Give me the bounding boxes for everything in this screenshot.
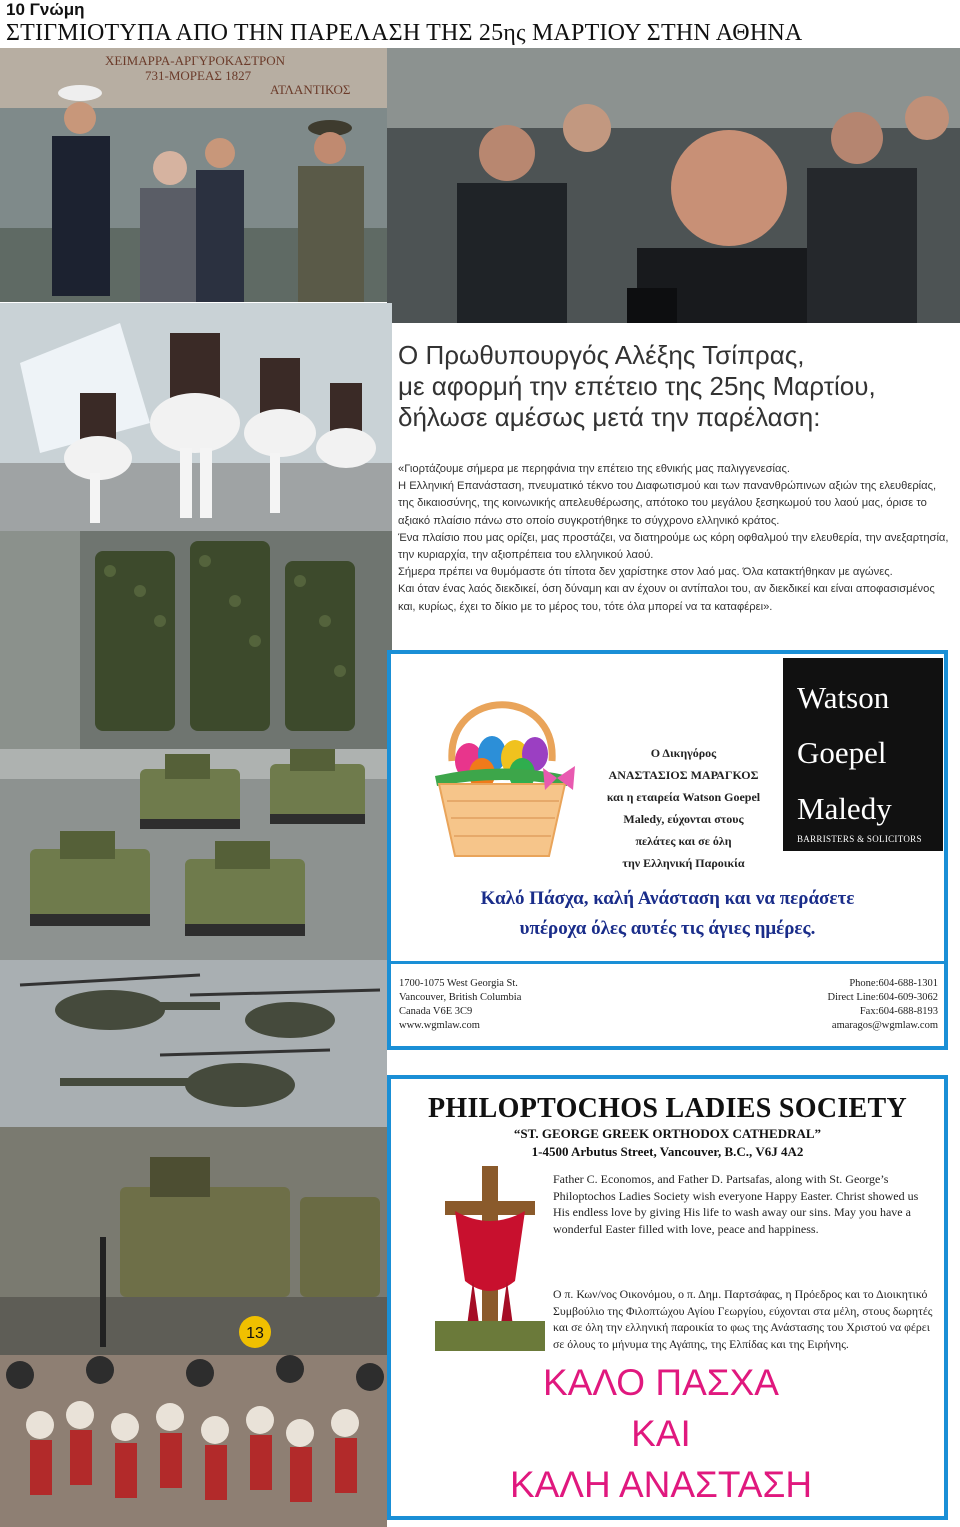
easter-wish-line: υπέροχα όλες αυτές τις άγιες ημέρες. (519, 918, 816, 939)
quote-paragraph: Και όταν ένας λαός διεκδικεί, όση δύναμη και αν έχουν οι αντίπαλοι του, αν διεκδικεί και είναι αποφασισμένος και, κυρίως, έχει το δίκιο με το μέρος του, τότε όλα μπορεί να τα καταφέρει». (398, 583, 935, 613)
philoptochos-ad (387, 1075, 948, 1520)
photo-evzones (0, 303, 392, 531)
firm-logo (783, 658, 943, 851)
greeting-line: την Ελληνική Παροικία (622, 856, 745, 870)
cathedral-info (391, 1125, 944, 1161)
page-headline: ΣΤΙΓΜΙΟΤΥΠΑ ΑΠΟ ΤΗΝ ΠΑΡΕΛΑΣΗ ΤΗΣ 25ης ΜΑΡΤΙΟΥ ΣΤΗΝ ΑΘΗΝΑ (6, 20, 803, 46)
fax-line: Fax:604-688-8193 (859, 1006, 938, 1017)
easter-greeting-red (491, 1357, 831, 1510)
lamp-post (100, 1237, 106, 1347)
greek-message: Ο π. Κων/νος Οικονόμου, ο π. Δημ. Παρτσάφας, η Πρόεδρος και το Διοικητικό Συμβούλιο της Φιλοπτώχου Αγίου Γεωργίου, εύχονται στα μέλη, στους δωρητές και σε όλη την ελληνική παροικία το φως της Ανάστασης του Χριστού να φέρει σε όλους το μήνυμα της Αγάπης, της Ελπίδας και της Ειρήνης. (553, 1287, 933, 1351)
lawyer-ad (387, 650, 948, 1050)
banner-text-3: ΑΤΛΑΝΤΙΚΟΣ (270, 82, 351, 97)
easter-wish-line: Καλό Πάσχα, καλή Ανάσταση και να περάσετε (480, 888, 855, 909)
photo-soldiers (0, 531, 392, 749)
greeting-line: Maledy, εύχονται στους (623, 812, 744, 826)
red-greeting-line: ΚΑΙ (631, 1413, 691, 1454)
photo-armored-vehicles (0, 1127, 387, 1355)
email-link[interactable]: amaragos@wgmlaw.com (831, 1020, 938, 1031)
cross-icon (435, 1161, 545, 1351)
firm-logo-line: Maledy (797, 791, 892, 826)
phone-line: Phone:604-688-1301 (849, 978, 938, 989)
quote-body (398, 461, 950, 616)
cathedral-name: “ST. GEORGE GREEK ORTHODOX CATHEDRAL” (513, 1126, 822, 1141)
page-header (6, 0, 84, 20)
divider (391, 961, 944, 964)
cathedral-address: 1-4500 Arbutus Street, Vancouver, B.C., V6J 4A2 (531, 1144, 804, 1159)
address-line: 1700-1075 West Georgia St. (399, 978, 518, 989)
society-title: PHILOPTOCHOS LADIES SOCIETY (427, 1093, 908, 1124)
easter-basket-icon (427, 666, 577, 866)
photo-helicopters (0, 960, 387, 1127)
red-greeting-line: ΚΑΛΗ ΑΝΑΣΤΑΣΗ (509, 1464, 813, 1505)
soldier-column (285, 561, 355, 731)
easter-wish (391, 884, 944, 944)
greeting-line: και η εταιρεία Watson Goepel (606, 790, 761, 804)
section-name: Γνώμη (29, 0, 85, 19)
banner-text-2: 731-ΜΟΡΕΑΣ 1827 (145, 68, 252, 83)
quote-heading-line: Ο Πρωθυπουργός Αλέξης Τσίπρας, (398, 340, 805, 370)
quote-paragraph: Η Ελληνική Επανάσταση, πνευματικό τέκνο του Διαφωτισμού και των πανανθρώπινων αξιών της ελευθερίας, της δικαιοσύνης, της κοινωνικής απελευθέρωσης, απότοκο του μεγάλου ξεσηκωμού του λαού μας, όρισε το αξιακό πλαίσιο πάνω στο οποίο συγκροτήθηκε το σύγχρονο ελληνικό κράτος. (398, 480, 937, 527)
firm-contact (827, 977, 938, 1033)
quote-paragraph: «Γιορτάζουμε σήμερα με περηφάνια την επέτειο της εθνικής μας παλιγγενεσίας. (398, 463, 790, 475)
microphone (627, 288, 677, 323)
photo-dancers (0, 1355, 387, 1527)
quote-heading-line: δήλωσε αμέσως μετά την παρέλαση: (398, 402, 821, 432)
lawyer-greeting (591, 742, 776, 874)
address-line: Canada V6E 3C9 (399, 1006, 473, 1017)
photo-tanks (0, 749, 387, 960)
firm-address (399, 977, 521, 1033)
greeting-line: ΑΝΑΣΤΑΣΙΟΣ ΜΑΡΑΓΚΟΣ (608, 768, 759, 782)
website-link[interactable]: www.wgmlaw.com (399, 1020, 480, 1031)
firm-logo-line: Goepel (797, 735, 887, 770)
english-message: Father C. Economos, and Father D. Partsafas, along with St. George’s Philoptochos Ladies Society wish everyone Happy Easter. Christ showed us His endless love by giving His life to wash away our sins. May you have a wonderful Easter filled with love, peace and happiness. (553, 1172, 919, 1236)
pm-face (671, 130, 787, 246)
greeting-line: Ο Δικηγόρος (650, 746, 717, 760)
firm-tagline: BARRISTERS & SOLICITORS (797, 834, 922, 844)
photo-officials (0, 48, 387, 302)
photo-prime-minister (387, 48, 960, 323)
banner-text-1: ΧΕΙΜΑΡΡΑ-ΑΡΓΥΡΟΚΑΣΤΡΟΝ (105, 53, 286, 68)
quote-heading-line: με αφορμή την επέτειο της 25ης Μαρτίου, (398, 371, 876, 401)
page-number: 10 (6, 0, 25, 19)
address-line: Vancouver, British Columbia (399, 992, 522, 1003)
greeting-line: πελάτες και σε όλη (635, 834, 732, 848)
vehicle-number: 13 (246, 1325, 264, 1342)
quote-heading (398, 340, 958, 433)
quote-paragraph: Σήμερα πρέπει να θυμόμαστε ότι τίποτα δεν χαρίστηκε στον λαό μας. Όλα κατακτήθηκαν με αγώνες. (398, 566, 893, 579)
firm-logo-line: Watson (797, 680, 890, 715)
armored-vehicle (300, 1197, 380, 1297)
quote-paragraph: Ένα πλαίσιο που μας ορίζει, μας προστάζει, να διατηρούμε ως κόρη οφθαλμού την ελευθερία, την ανεξαρτησία, την κυριαρχία, την αξιοπρέπεια του ελληνικού λαού. (398, 531, 949, 562)
soldier-column (95, 551, 175, 731)
direct-line: Direct Line:604-609-3062 (827, 992, 938, 1003)
red-greeting-line: ΚΑΛΟ ΠΑΣΧΑ (543, 1362, 779, 1403)
